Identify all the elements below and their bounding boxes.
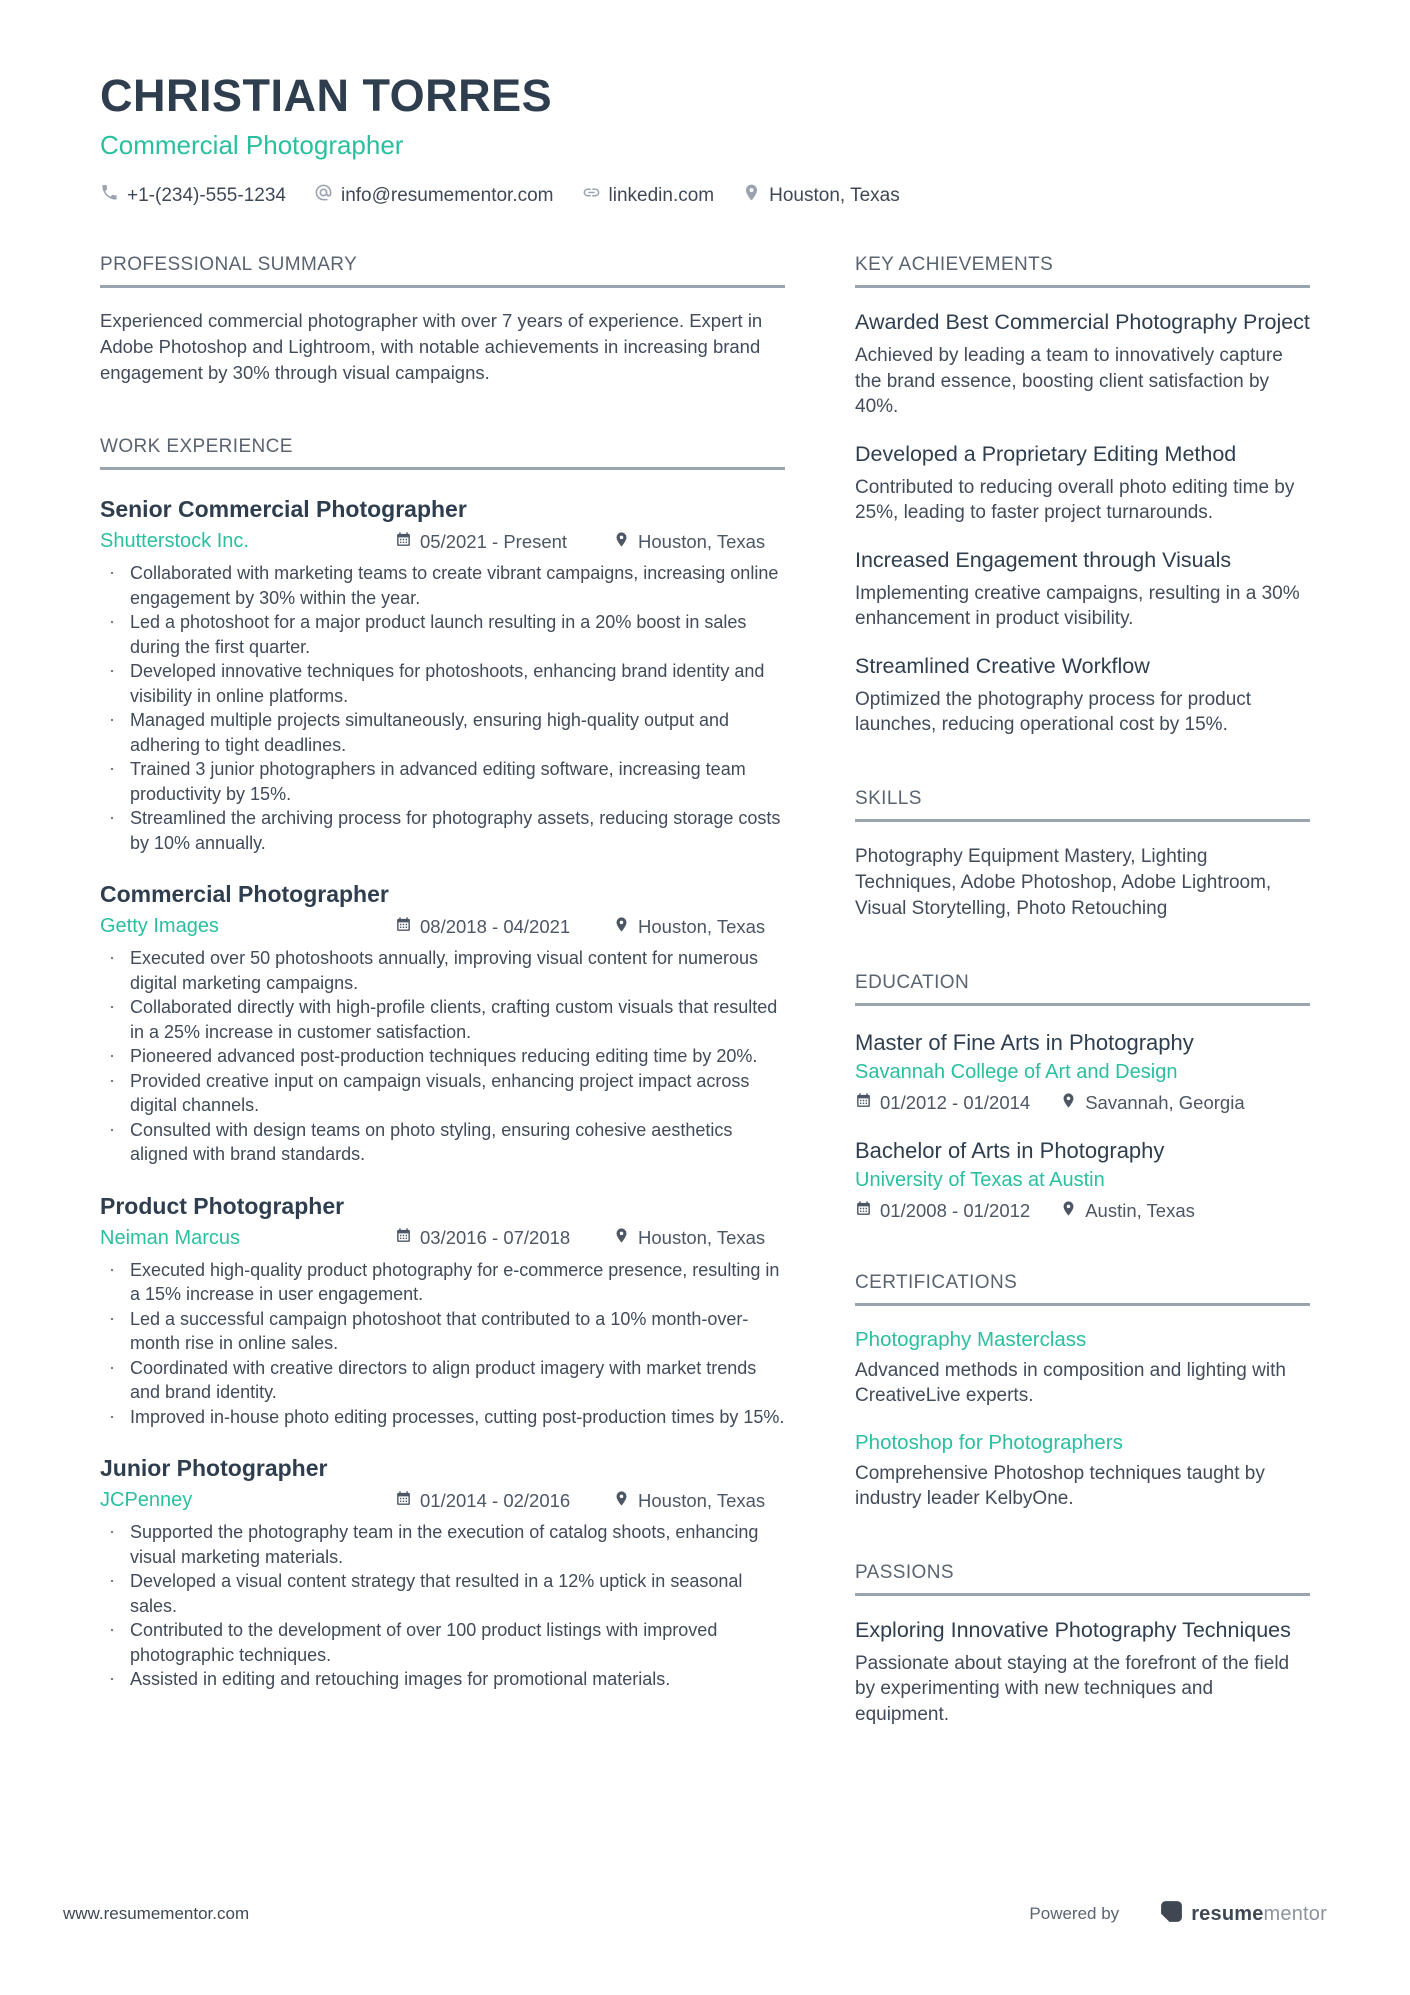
achievement-title: Awarded Best Commercial Photography Project [855,310,1310,334]
certification-desc: Advanced methods in composition and lighting with CreativeLive experts. [855,1359,1286,1406]
education-dates: 01/2012 - 01/2014 [855,1092,1030,1114]
company-name: Neiman Marcus [100,1226,241,1249]
job-bullet: · Collaborated directly with high-profile clients, crafting custom visuals that resulted in a 25% increase in customer satisfaction. [100,995,785,1044]
job-bullet-list [100,561,785,855]
company-name: Getty Images [100,915,219,937]
location-contact [742,183,900,208]
link-icon [582,183,601,208]
job-bullet-list [100,946,785,1167]
job-title: Senior Commercial Photographer [100,496,467,522]
job-bullet: · Contributed to the development of over 100 product listings with improved photographic techniques. [100,1618,785,1667]
passions-section [855,1562,1310,1728]
linkedin-url: linkedin.com [608,184,715,206]
job-bullet: · Improved in-house photo editing processes, cutting post-production times by 15%. [100,1405,785,1430]
job-meta-row [100,1227,785,1250]
job-title: Commercial Photographer [100,881,389,907]
calendar-icon [855,1092,872,1114]
job-title: Junior Photographer [100,1455,328,1481]
education-meta-row [855,1200,1310,1222]
job-bullet-list [100,1258,785,1430]
section-heading-education: EDUCATION [855,972,1310,1006]
location-pin-icon [613,916,630,938]
achievement-item [855,546,1310,632]
job-dates: 08/2018 - 04/2021 [395,916,613,938]
job-meta-row [100,530,785,553]
job-bullet: · Executed over 50 photoshoots annually, improving visual content for numerous digital marketing campaigns. [100,946,785,995]
left-column [100,254,785,1777]
email-contact[interactable] [314,183,554,208]
degree-title: Master of Fine Arts in Photography [855,1029,1194,1055]
job-bullet: · Trained 3 junior photographers in advanced editing software, increasing team productivity by 15%. [100,757,785,806]
calendar-icon [395,1227,412,1249]
achievement-title: Streamlined Creative Workflow [855,653,1150,678]
work-experience-section [100,436,785,1692]
section-heading-achievements: KEY ACHIEVEMENTS [855,254,1310,288]
logo-wordmark: resumementor [1191,1902,1327,1925]
job-entry [100,1455,785,1692]
job-meta-row [100,915,785,938]
calendar-icon [395,531,412,553]
calendar-icon [395,1490,412,1512]
job-bullet: · Consulted with design teams on photo styling, ensuring cohesive aesthetics aligned with brand standards. [100,1118,785,1167]
education-location: Savannah, Georgia [1060,1092,1244,1114]
job-bullet: · Assisted in editing and retouching images for promotional materials. [100,1667,785,1692]
linkedin-contact[interactable] [582,183,715,208]
job-bullet: · Executed high-quality product photography for e-commerce presence, resulting in a 15% increase in user engagement. [100,1258,785,1307]
location-pin-icon [613,1227,630,1249]
job-bullet: · Developed a visual content strategy that resulted in a 12% uptick in seasonal sales. [100,1569,785,1618]
contact-row [100,183,1310,208]
calendar-icon [395,916,412,938]
achievement-item [855,308,1310,420]
section-heading-certifications: CERTIFICATIONS [855,1272,1310,1306]
job-bullet: · Provided creative input on campaign visuals, enhancing project impact across digital channels. [100,1069,785,1118]
degree-title: Bachelor of Arts in Photography [855,1137,1165,1163]
key-achievements-section [855,254,1310,738]
school-name: University of Texas at Austin [855,1168,1105,1191]
powered-by-block [1029,1899,1327,1929]
achievement-item [855,440,1310,526]
powered-by-label: Powered by [1029,1904,1120,1923]
passion-item [855,1616,1310,1728]
location-pin-icon [613,531,630,553]
job-bullet: · Coordinated with creative directors to align product imagery with market trends and brand identity. [100,1356,785,1405]
at-icon [314,183,333,208]
section-heading-experience: WORK EXPERIENCE [100,436,785,470]
job-bullet: · Managed multiple projects simultaneously, ensuring high-quality output and adhering to tight deadlines. [100,708,785,757]
job-meta-row [100,1489,785,1512]
section-heading-passions: PASSIONS [855,1562,1310,1596]
professional-summary-section [100,254,785,386]
education-dates: 01/2008 - 01/2012 [855,1200,1030,1222]
resumementor-logo-icon [1159,1899,1184,1929]
calendar-icon [855,1200,872,1222]
achievement-desc: Achieved by leading a team to innovatively capture the brand essence, boosting client satisfaction by 40%. [855,345,1283,417]
job-bullet: · Led a successful campaign photoshoot that contributed to a 10% month-over-month rise in online sales. [100,1307,785,1356]
job-location: Houston, Texas [613,916,765,938]
job-dates: 01/2014 - 02/2016 [395,1490,613,1512]
job-bullet: · Pioneered advanced post-production techniques reducing editing time by 20%. [100,1044,785,1069]
location-pin-icon [1060,1092,1077,1114]
certifications-section [855,1272,1310,1512]
job-entry [100,881,785,1167]
company-name: Shutterstock Inc. [100,530,249,552]
email-address: info@resumementor.com [340,184,554,206]
job-location: Houston, Texas [613,1490,765,1512]
education-entry [855,1138,1310,1222]
skills-list: Photography Equipment Mastery, Lighting Techniques, Adobe Photoshop, Adobe Lightroom, Visual Storytelling, Photo Retouching [855,845,1272,919]
certification-item [855,1328,1310,1409]
certification-item [855,1431,1310,1512]
job-entry [100,496,785,855]
education-section [855,972,1310,1222]
passion-title: Exploring Innovative Photography Techniques [855,1617,1291,1642]
job-bullet: · Led a photoshoot for a major product launch resulting in a 20% boost in sales during the first quarter. [100,610,785,659]
certification-desc: Comprehensive Photoshop techniques taught by industry leader KelbyOne. [855,1462,1265,1509]
certification-title: Photoshop for Photographers [855,1430,1123,1454]
achievement-desc: Optimized the photography process for product launches, reducing operational cost by 15%. [855,688,1252,735]
skills-section [855,788,1310,922]
job-dates: 05/2021 - Present [395,531,613,553]
job-bullet: · Developed innovative techniques for photoshoots, enhancing brand identity and visibility in online platforms. [100,659,785,708]
achievement-item [855,652,1310,738]
achievement-title: Developed a Proprietary Editing Method [855,441,1237,466]
job-bullet: · Collaborated with marketing teams to create vibrant campaigns, increasing online engagement by 30% within the year. [100,561,785,610]
job-bullet-list [100,1520,785,1692]
achievement-desc: Implementing creative campaigns, resulting in a 30% enhancement in product visibility. [855,582,1300,629]
section-heading-skills: SKILLS [855,788,1310,822]
location-icon [742,183,761,208]
education-location: Austin, Texas [1060,1200,1195,1222]
phone-number: +1-(234)-555-1234 [127,184,286,206]
right-column [855,254,1310,1777]
page-footer [63,1899,1327,1929]
certification-title: Photography Masterclass [855,1327,1087,1351]
footer-website-link[interactable]: www.resumementor.com [63,1904,250,1923]
job-location: Houston, Texas [613,531,765,553]
job-title-subtitle: Commercial Photographer [100,130,404,160]
job-location: Houston, Texas [613,1227,765,1249]
school-name: Savannah College of Art and Design [855,1060,1178,1083]
phone-icon [100,183,119,208]
job-entry [100,1193,785,1430]
education-entry [855,1030,1310,1114]
company-name: JCPenney [100,1489,193,1511]
job-bullet: · Streamlined the archiving process for photography assets, reducing storage costs by 10% annually. [100,806,785,855]
location-pin-icon [613,1490,630,1512]
resumementor-logo [1159,1899,1327,1929]
phone-contact [100,183,286,208]
achievement-title: Increased Engagement through Visuals [855,547,1232,572]
job-dates: 03/2016 - 07/2018 [395,1227,613,1249]
job-bullet: · Supported the photography team in the execution of catalog shoots, enhancing visual marketing materials. [100,1520,785,1569]
page-title: CHRISTIAN TORRES [100,70,553,121]
section-heading-summary: PROFESSIONAL SUMMARY [100,254,785,288]
location-pin-icon [1060,1200,1077,1222]
resume-header [100,70,1310,208]
achievement-desc: Contributed to reducing overall photo editing time by 25%, leading to faster project turnarounds. [855,476,1295,523]
passion-desc: Passionate about staying at the forefront of the field by experimenting with new techniques and equipment. [855,1652,1290,1725]
summary-text: Experienced commercial photographer with over 7 years of experience. Expert in Adobe Photoshop and Lightroom, with notable achievements in increasing brand engagement by 30% through visual campaigns. [100,310,763,383]
location-text: Houston, Texas [769,184,900,206]
resume-body [100,254,1310,1777]
job-title: Product Photographer [100,1192,345,1219]
education-meta-row [855,1092,1310,1114]
